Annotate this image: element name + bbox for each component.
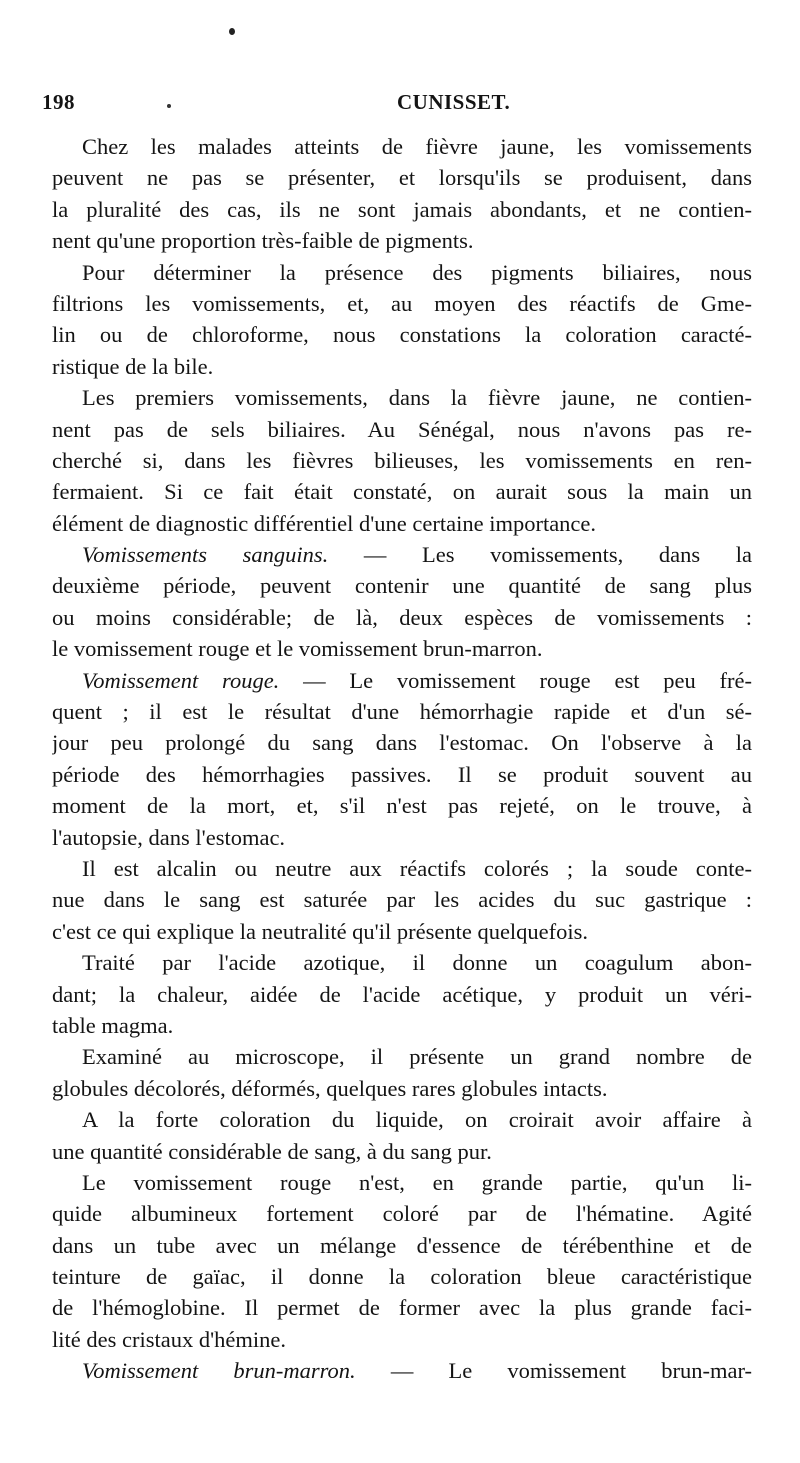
- text-line: [52, 288, 752, 319]
- line-text: lité des cristaux d'hémine.: [52, 1326, 286, 1352]
- text-line: [52, 727, 752, 758]
- text-line: [52, 508, 752, 539]
- line-text: teinture de gaïac, il donne la coloration bleue caractéristique: [52, 1264, 752, 1290]
- line-text: jour peu prolongé du sang dans l'estomac. On l'observe à la: [52, 730, 752, 756]
- text-line: [52, 162, 752, 193]
- line-text: deuxième période, peuvent contenir une quantité de sang plus: [52, 573, 752, 599]
- text-line: [52, 445, 752, 476]
- line-text: A la forte coloration du liquide, on croirait avoir affaire à: [82, 1107, 752, 1133]
- text-line: [52, 476, 752, 507]
- text-line: [52, 696, 752, 727]
- text-line: [52, 1073, 752, 1104]
- text-line: [52, 1167, 752, 1198]
- text-line: [52, 1355, 752, 1386]
- header-speck: [167, 104, 171, 108]
- line-text: Il est alcalin ou neutre aux réactifs colorés ; la soude conte-: [82, 855, 752, 881]
- text-line: [52, 1292, 752, 1323]
- running-header: [42, 90, 742, 120]
- text-line: [52, 1010, 752, 1041]
- text-line: [52, 916, 752, 947]
- text-line: [52, 539, 752, 570]
- line-text: ristique de la bile.: [52, 353, 214, 379]
- text-line: [52, 979, 752, 1010]
- text-line: [52, 665, 752, 696]
- line-text: Examiné au microscope, il présente un grand nombre de: [82, 1044, 752, 1070]
- line-text: filtrions les vomissements, et, au moyen des réactifs de Gme-: [52, 290, 752, 316]
- section-heading: Vomissements sanguins.: [82, 542, 329, 568]
- text-line: [52, 319, 752, 350]
- line-text: quent ; il est le résultat d'une hémorrhagie rapide et d'un sé-: [52, 699, 752, 725]
- line-text: nent qu'une proportion très-faible de pigments.: [52, 228, 474, 254]
- text-line: [52, 1041, 752, 1072]
- line-text: dans un tube avec un mélange d'essence de térébenthine et de: [52, 1232, 752, 1258]
- text-line: [52, 884, 752, 915]
- line-text: quide albumineux fortement coloré par de l'hématine. Agité: [52, 1201, 752, 1227]
- line-text: nue dans le sang est saturée par les acides du suc gastrique :: [52, 887, 752, 913]
- text-line: [52, 1261, 752, 1292]
- line-text: Traité par l'acide azotique, il donne un coagulum abon-: [82, 950, 752, 976]
- page-number: 198: [42, 90, 75, 114]
- text-line: [52, 570, 752, 601]
- line-text: — Le vomissement rouge est peu fré-: [279, 667, 752, 693]
- text-line: [52, 1324, 752, 1355]
- body-text: [52, 131, 752, 1387]
- line-text: période des hémorrhagies passives. Il se produit souvent au: [52, 761, 752, 787]
- scan-speck: [229, 28, 235, 35]
- line-text: dant; la chaleur, aidée de l'acide acétique, y produit un véri-: [52, 981, 752, 1007]
- text-line: [52, 382, 752, 413]
- line-text: Pour déterminer la présence des pigments biliaires, nous: [82, 259, 752, 285]
- text-line: [52, 602, 752, 633]
- text-line: [52, 633, 752, 664]
- line-text: le vomissement rouge et le vomissement brun-marron.: [52, 636, 543, 662]
- text-line: [52, 131, 752, 162]
- line-text: ou moins considérable; de là, deux espèces de vomissements :: [52, 604, 752, 630]
- line-text: — Les vomissements, dans la: [328, 542, 752, 568]
- line-text: moment de la mort, et, s'il n'est pas rejeté, on le trouve, à: [52, 793, 752, 819]
- line-text: de l'hémoglobine. Il permet de former avec la plus grande faci-: [52, 1295, 752, 1321]
- text-line: [52, 257, 752, 288]
- line-text: Le vomissement rouge n'est, en grande partie, qu'un li-: [82, 1169, 752, 1195]
- text-line: [52, 1198, 752, 1229]
- line-text: globules décolorés, déformés, quelques rares globules intacts.: [52, 1075, 608, 1101]
- text-line: [52, 194, 752, 225]
- line-text: — Le vomissement brun-mar-: [355, 1358, 752, 1384]
- text-line: [52, 853, 752, 884]
- text-line: [52, 822, 752, 853]
- text-line: [52, 414, 752, 445]
- section-heading: Vomissement brun-marron.: [82, 1358, 356, 1384]
- line-text: cherché si, dans les fièvres bilieuses, les vomissements en ren-: [52, 447, 752, 473]
- line-text: nent pas de sels biliaires. Au Sénégal, nous n'avons pas re-: [52, 416, 752, 442]
- line-text: table magma.: [52, 1012, 174, 1038]
- line-text: fermaient. Si ce fait était constaté, on aurait sous la main un: [52, 479, 752, 505]
- line-text: l'autopsie, dans l'estomac.: [52, 824, 286, 850]
- text-line: [52, 1136, 752, 1167]
- section-heading: Vomissement rouge.: [82, 667, 280, 693]
- text-line: [52, 790, 752, 821]
- text-line: [52, 351, 752, 382]
- text-line: [52, 1104, 752, 1135]
- line-text: lin ou de chloroforme, nous constations la coloration caracté-: [52, 322, 752, 348]
- line-text: une quantité considérable de sang, à du sang pur.: [52, 1138, 492, 1164]
- line-text: peuvent ne pas se présenter, et lorsqu'ils se produisent, dans: [52, 165, 752, 191]
- text-line: [52, 947, 752, 978]
- line-text: Chez les malades atteints de fièvre jaune, les vomissements: [82, 134, 752, 159]
- line-text: c'est ce qui explique la neutralité qu'il présente quelquefois.: [52, 918, 589, 944]
- text-line: [52, 1230, 752, 1261]
- line-text: élément de diagnostic différentiel d'une certaine importance.: [52, 510, 597, 536]
- text-line: [52, 759, 752, 790]
- running-title: CUNISSET.: [397, 90, 511, 114]
- text-line: [52, 225, 752, 256]
- line-text: la pluralité des cas, ils ne sont jamais abondants, et ne contien-: [52, 196, 752, 222]
- line-text: Les premiers vomissements, dans la fièvre jaune, ne contien-: [82, 385, 752, 411]
